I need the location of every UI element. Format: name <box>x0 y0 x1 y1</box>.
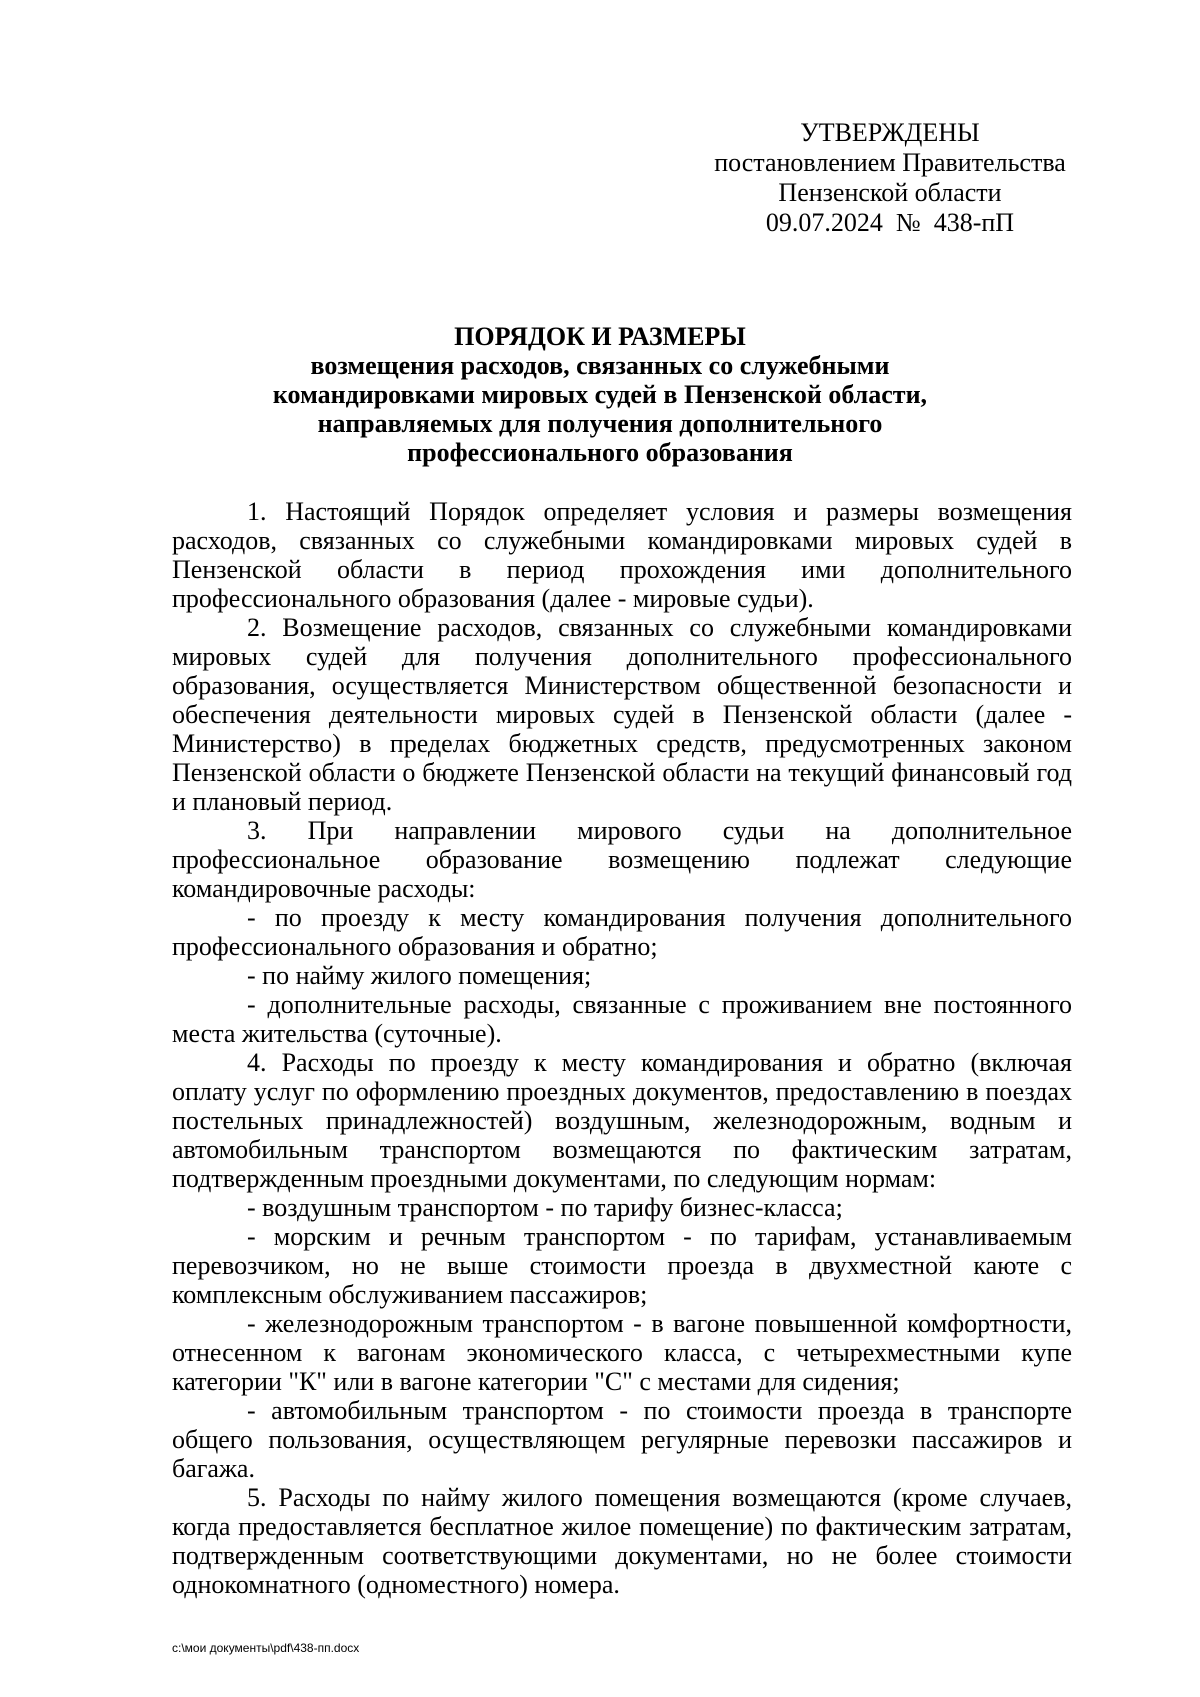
approval-date-number: 09.07.2024 № 438-пП <box>765 208 1015 237</box>
paragraph-2: 2. Возмещение расходов, связанных со служебными командировками мировых судей для получения дополнительного профессионального образования, осуществляется Министерством общественной безопасности и обеспечения деятельности мировых судей в Пензенской области (далее - Министерство) в пределах бюджетных средств, предусмотренных законом Пензенской области о бюджете Пензенской области на текущий финансовый год и плановый период. <box>172 613 1072 816</box>
list-item: - воздушным транспортом - по тарифу бизнес-класса; <box>247 1193 843 1222</box>
document-body <box>172 497 1072 1599</box>
document-title <box>150 322 1050 467</box>
paragraph-3: 3. При направлении мирового судьи на дополнительное профессиональное образование возмещению подлежат следующие командировочные расходы: <box>172 816 1072 903</box>
file-path-footer: c:\мои документы\pdf\438-пп.docx <box>172 1641 360 1655</box>
list-item: - по найму жилого помещения; <box>247 961 592 990</box>
paragraph-4: 4. Расходы по проезду к месту командирования и обратно (включая оплату услуг по оформлению проездных документов, предоставлению в поездах постельных принадлежностей) воздушным, железнодорожным, водным и автомобильным транспортом возмещаются по фактическим затратам, подтвержденным проездными документами, по следующим нормам: <box>172 1048 1072 1193</box>
approval-region: Пензенской области <box>778 178 1002 207</box>
title-subtitle-line: командировками мировых судей в Пензенской области, <box>272 380 928 409</box>
list-item: - морским и речным транспортом - по тарифам, устанавливаемым перевозчиком, но не выше стоимости проезда в двухместной каюте с комплексным обслуживанием пассажиров; <box>172 1222 1072 1309</box>
list-item: - дополнительные расходы, связанные с проживанием вне постоянного места жительства (суточные). <box>172 990 1072 1048</box>
list-item: - автомобильным транспортом - по стоимости проезда в транспорте общего пользования, осуществляющем регулярные перевозки пассажиров и багажа. <box>172 1396 1072 1483</box>
title-subtitle-line: направляемых для получения дополнительного <box>317 409 883 438</box>
title-subtitle-line: профессионального образования <box>407 438 793 467</box>
approval-heading: УТВЕРЖДЕНЫ <box>800 118 980 147</box>
paragraph-5: 5. Расходы по найму жилого помещения возмещаются (кроме случаев, когда предоставляется бесплатное жилое помещение) по фактическим затратам, подтвержденным соответствующими документами, но не более стоимости однокомнатного (одноместного) номера. <box>172 1483 1072 1599</box>
list-item: - железнодорожным транспортом - в вагоне повышенной комфортности, отнесенном к вагонам экономического класса, с четырехместными купе категории "К" или в вагоне категории "С" с местами для сидения; <box>172 1309 1072 1396</box>
approval-block <box>660 118 1120 238</box>
paragraph-1: 1. Настоящий Порядок определяет условия и размеры возмещения расходов, связанных со служебными командировками мировых судей в Пензенской области в период прохождения ими дополнительного профессионального образования (далее - мировые судьи). <box>172 497 1072 613</box>
approval-authority: постановлением Правительства <box>714 148 1066 177</box>
list-item: - по проезду к месту командирования получения дополнительного профессионального образования и обратно; <box>172 903 1072 961</box>
title-main: ПОРЯДОК И РАЗМЕРЫ <box>454 322 746 351</box>
title-subtitle-line: возмещения расходов, связанных со служебными <box>310 351 890 380</box>
